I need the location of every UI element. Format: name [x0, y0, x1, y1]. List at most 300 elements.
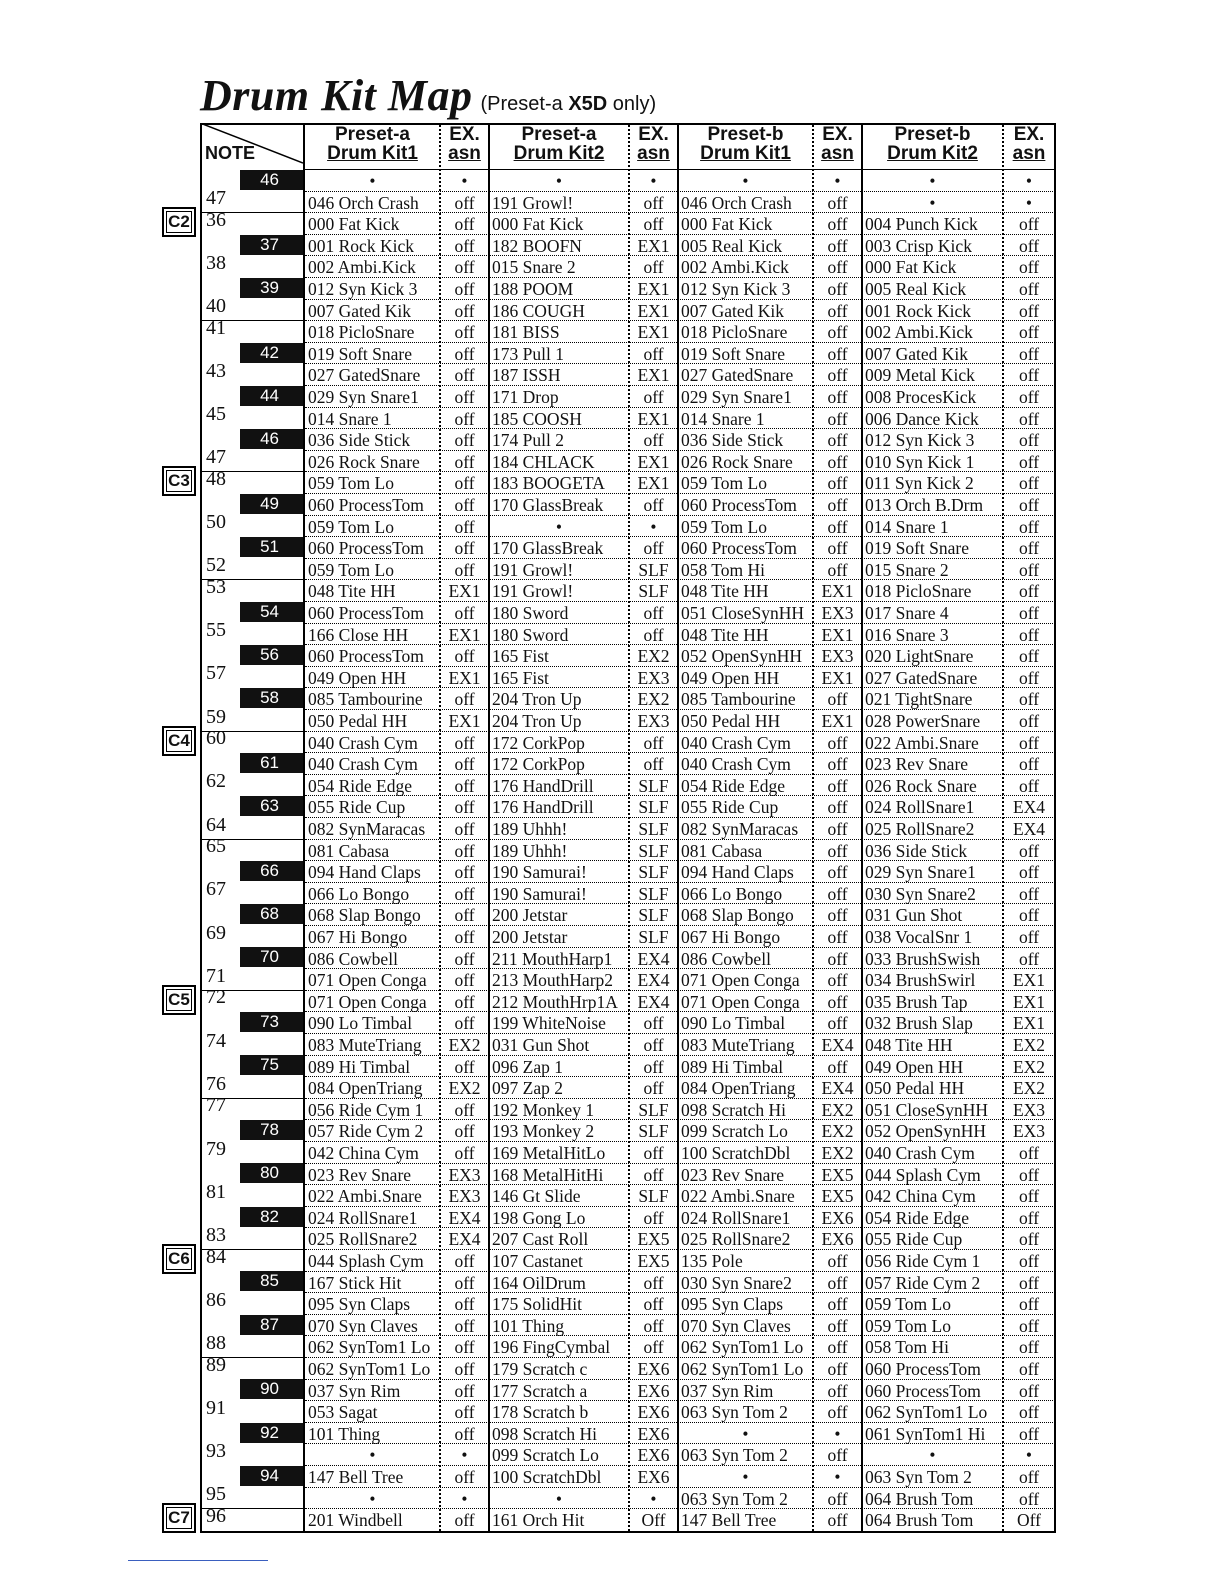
- ex-asn-cell: EX3: [821, 646, 854, 667]
- drum-sound-cell: 063 Syn Tom 2: [681, 1445, 788, 1466]
- ex-asn-cell: off: [643, 387, 664, 407]
- ex-asn-cell: SLF: [638, 905, 669, 926]
- note-number: 96: [206, 1504, 226, 1527]
- ex-asn-cell: off: [454, 1467, 475, 1487]
- ex-asn-cell: EX6: [637, 1467, 670, 1487]
- drum-sound-cell: 037 Syn Rim: [308, 1380, 401, 1401]
- drum-sound-cell: 014 Snare 1: [308, 408, 392, 429]
- ex-asn-cell: off: [454, 1143, 475, 1163]
- drum-sound-cell: 016 Snare 3: [865, 624, 949, 645]
- ex-asn-cell: off: [827, 905, 848, 926]
- column-header-2: [440, 125, 489, 169]
- white-key: [200, 829, 303, 861]
- white-key: [200, 1390, 303, 1422]
- drum-sound-cell: 060 ProcessTom: [308, 495, 424, 515]
- drum-sound-cell: 058 Tom Hi: [681, 559, 766, 580]
- column-header-line2: Drum Kit1: [327, 143, 418, 164]
- drum-sound-cell: 025 RollSnare2: [865, 819, 975, 839]
- drum-sound-cell: 036 Side Stick: [681, 430, 784, 451]
- ex-asn-cell: EX5: [821, 1186, 854, 1207]
- ex-asn-cell: off: [827, 516, 848, 537]
- ex-asn-cell: off: [454, 970, 475, 991]
- black-key: 46: [240, 429, 303, 449]
- ex-asn-cell: off: [1018, 451, 1040, 472]
- white-key: [200, 980, 303, 1012]
- column-header-line1: EX.: [1013, 124, 1045, 145]
- ex-asn-cell: off: [454, 775, 475, 796]
- ex-asn-cell: EX1: [821, 711, 854, 731]
- ex-asn-cell: off: [454, 235, 475, 256]
- drum-sound-cell: 180 Sword: [492, 624, 569, 645]
- ex-asn-cell: off: [827, 538, 848, 559]
- footer-rule: [128, 1560, 268, 1561]
- ex-asn-cell: off: [827, 754, 848, 775]
- black-key: 87: [240, 1315, 303, 1335]
- drum-sound-cell: 081 Cabasa: [308, 840, 390, 861]
- drum-sound-cell: 007 Gated Kik: [681, 300, 785, 321]
- ex-asn-cell: off: [1018, 1402, 1040, 1423]
- drum-sound-cell: 170 GlassBreak: [492, 495, 604, 515]
- drum-sound-cell: 082 SynMaracas: [308, 819, 426, 839]
- ex-asn-cell: off: [1018, 408, 1040, 429]
- drum-sound-cell: 090 Lo Timbal: [308, 1013, 413, 1034]
- drum-sound-cell: 098 Scratch Hi: [492, 1423, 597, 1444]
- note-number: 48: [206, 467, 226, 490]
- drum-sound-cell: 098 Scratch Hi: [681, 1099, 786, 1120]
- drum-sound-cell: 170 GlassBreak: [492, 538, 604, 559]
- ex-asn-cell: EX4: [1012, 797, 1046, 818]
- ex-asn-cell: SLF: [638, 1121, 669, 1142]
- ex-asn-cell: EX6: [821, 1229, 854, 1250]
- drum-sound-cell: 054 Ride Edge: [865, 1207, 970, 1228]
- white-key: [200, 1239, 303, 1271]
- black-key: 49: [240, 494, 303, 514]
- drum-sound-cell: 025 RollSnare2: [308, 1229, 418, 1250]
- ex-asn-cell: off: [1018, 1143, 1040, 1163]
- drum-sound-cell: 038 VocalSnr 1: [865, 927, 973, 947]
- note-number: 88: [206, 1331, 226, 1354]
- ex-asn-cell: EX1: [637, 365, 670, 386]
- ex-asn-cell: off: [827, 1402, 848, 1423]
- drum-sound-cell: 050 Pedal HH: [865, 1078, 965, 1099]
- ex-asn-cell: off: [827, 473, 848, 494]
- drum-sound-cell: 007 Gated Kik: [308, 300, 412, 321]
- ex-asn-cell: off: [454, 1510, 475, 1531]
- drum-sound-cell: 061 SynTom1 Hi: [865, 1423, 986, 1444]
- ex-asn-cell: EX2: [448, 1078, 481, 1099]
- drum-sound-cell: 100 ScratchDbl: [681, 1143, 791, 1163]
- ex-asn-cell: off: [454, 646, 475, 667]
- ex-asn-cell: off: [454, 408, 475, 429]
- white-key: [200, 569, 303, 601]
- ex-asn-cell: EX5: [637, 1251, 670, 1271]
- drum-sound-cell: 009 Metal Kick: [865, 365, 975, 386]
- black-key: 46: [240, 170, 303, 190]
- note-number: 64: [206, 813, 226, 836]
- drum-sound-cell: 212 MouthHrp1A: [492, 991, 618, 1012]
- drum-sound-cell: 057 Ride Cym 2: [865, 1272, 981, 1293]
- drum-sound-cell: 029 Syn Snare1: [681, 387, 792, 407]
- ex-asn-cell: off: [454, 862, 475, 883]
- drum-sound-cell: 003 Crisp Kick: [865, 235, 972, 256]
- ex-asn-cell: EX2: [821, 1121, 854, 1142]
- ex-asn-cell: off: [454, 1402, 475, 1423]
- drum-sound-cell: 026 Rock Snare: [681, 451, 793, 472]
- ex-asn-cell: off: [454, 1272, 475, 1293]
- ex-asn-cell: off: [827, 1272, 848, 1293]
- ex-asn-cell: EX1: [448, 667, 481, 688]
- drum-sound-cell: 040 Crash Cym: [865, 1143, 975, 1163]
- drum-sound-cell: 071 Open Conga: [681, 991, 800, 1012]
- drum-sound-cell: 071 Open Conga: [681, 970, 800, 991]
- ex-asn-cell: off: [1018, 322, 1040, 343]
- ex-asn-cell: Off: [1017, 1510, 1041, 1531]
- ex-asn-cell: off: [827, 495, 848, 515]
- drum-sound-cell: 021 TightSnare: [865, 689, 973, 710]
- drum-sound-cell: 030 Syn Snare2: [865, 883, 976, 904]
- ex-asn-cell: •: [461, 171, 468, 191]
- white-key: [200, 613, 303, 645]
- ex-asn-cell: off: [454, 1315, 475, 1336]
- drum-sound-cell: 051 CloseSynHH: [865, 1099, 988, 1120]
- drum-sound-cell: 044 Splash Cym: [308, 1251, 424, 1271]
- drum-sound-cell: 060 ProcessTom: [308, 538, 424, 559]
- drum-sound-cell: 063 Syn Tom 2: [681, 1402, 788, 1423]
- ex-asn-cell: off: [1018, 214, 1040, 235]
- ex-asn-cell: off: [827, 451, 848, 472]
- ex-asn-cell: off: [643, 1035, 664, 1055]
- black-key: 63: [240, 796, 303, 816]
- ex-asn-cell: off: [1018, 1229, 1040, 1250]
- ex-asn-cell: off: [643, 1315, 664, 1336]
- ex-asn-cell: EX4: [821, 1035, 854, 1055]
- drum-sound-cell: 049 Open HH: [865, 1056, 964, 1077]
- ex-asn-cell: EX2: [448, 1035, 481, 1055]
- ex-asn-cell: EX1: [637, 300, 670, 321]
- ex-asn-cell: EX2: [1012, 1078, 1046, 1099]
- drum-sound-cell: 187 ISSH: [492, 365, 561, 386]
- ex-asn-cell: off: [454, 732, 475, 753]
- drum-sound-cell: 018 PicloSnare: [865, 581, 972, 602]
- ex-asn-cell: EX3: [448, 1164, 481, 1185]
- ex-asn-cell: off: [827, 214, 848, 235]
- column-header-line1: EX.: [822, 124, 853, 145]
- drum-sound-cell: 068 Slap Bongo: [681, 905, 794, 926]
- key-divider: [200, 839, 303, 840]
- drum-sound-cell: 192 Monkey 1: [492, 1099, 595, 1120]
- white-key: [200, 721, 303, 753]
- drum-sound-cell: 002 Ambi.Kick: [681, 257, 789, 278]
- drum-sound-cell: 050 Pedal HH: [308, 711, 408, 731]
- column-header-line1: EX.: [449, 124, 480, 145]
- black-key: 80: [240, 1163, 303, 1183]
- drum-sound-cell: 001 Rock Kick: [308, 235, 414, 256]
- ex-asn-cell: •: [1025, 192, 1033, 213]
- drum-sound-cell: 011 Syn Kick 2: [865, 473, 974, 494]
- ex-asn-cell: EX3: [448, 1186, 481, 1207]
- note-number: 95: [206, 1483, 226, 1506]
- black-key: 58: [240, 688, 303, 708]
- drum-sound-cell: 055 Ride Cup: [681, 797, 779, 818]
- drum-sound-cell: 049 Open HH: [308, 667, 407, 688]
- ex-asn-cell: SLF: [638, 797, 669, 818]
- white-key: [200, 915, 303, 947]
- drum-sound-cell: 071 Open Conga: [308, 991, 427, 1012]
- column-header-line2: Drum Kit2: [513, 143, 605, 164]
- drum-sound-cell: •: [369, 1488, 376, 1509]
- drum-sound-cell: 178 Scratch b: [492, 1402, 589, 1423]
- ex-asn-cell: off: [1018, 365, 1040, 386]
- key-divider: [200, 731, 303, 732]
- note-number: 77: [206, 1094, 226, 1117]
- ex-asn-cell: off: [1018, 732, 1040, 753]
- drum-sound-cell: 013 Orch B.Drm: [865, 495, 984, 515]
- ex-asn-cell: off: [643, 538, 664, 559]
- ex-asn-cell: off: [643, 1013, 664, 1034]
- key-divider: [200, 1098, 303, 1099]
- ex-asn-cell: •: [650, 171, 657, 191]
- ex-asn-cell: off: [1018, 1186, 1040, 1207]
- ex-asn-cell: off: [1018, 581, 1040, 602]
- ex-asn-cell: off: [827, 279, 848, 299]
- ex-asn-cell: off: [827, 257, 848, 278]
- white-key: [200, 1131, 303, 1163]
- ex-asn-cell: off: [454, 1294, 475, 1315]
- black-key: 37: [240, 235, 303, 255]
- drum-sound-cell: 012 Syn Kick 3: [308, 279, 418, 299]
- drum-sound-cell: 015 Snare 2: [865, 559, 949, 580]
- ex-asn-cell: off: [454, 905, 475, 926]
- ex-asn-cell: EX5: [821, 1164, 854, 1185]
- drum-sound-cell: 066 Lo Bongo: [681, 883, 783, 904]
- drum-sound-cell: 057 Ride Cym 2: [308, 1121, 424, 1142]
- ex-asn-cell: EX2: [821, 1099, 854, 1120]
- ex-asn-cell: off: [1018, 516, 1040, 537]
- drum-sound-cell: 048 Tite HH: [681, 581, 769, 602]
- black-key: 75: [240, 1055, 303, 1075]
- drum-sound-cell: 062 SynTom1 Lo: [308, 1359, 431, 1379]
- drum-sound-cell: 177 Scratch a: [492, 1380, 588, 1401]
- ex-asn-cell: off: [454, 991, 475, 1012]
- ex-asn-cell: EX1: [637, 473, 670, 494]
- drum-sound-cell: 096 Zap 1: [492, 1056, 563, 1077]
- octave-label: C5: [162, 985, 196, 1015]
- note-number: 84: [206, 1245, 226, 1268]
- ex-asn-cell: off: [643, 1294, 664, 1315]
- note-number: 43: [206, 359, 226, 382]
- ex-asn-cell: off: [643, 1207, 664, 1228]
- drum-sound-cell: 032 Brush Slap: [865, 1013, 973, 1034]
- ex-asn-cell: off: [1018, 754, 1040, 775]
- ex-asn-cell: EX2: [1012, 1035, 1046, 1055]
- drum-sound-cell: 042 China Cym: [865, 1186, 976, 1207]
- drum-sound-cell: 060 ProcessTom: [308, 646, 424, 667]
- column-header-line1: Preset-b: [894, 124, 971, 145]
- drum-sound-cell: 204 Tron Up: [492, 711, 582, 731]
- ex-asn-cell: off: [454, 473, 475, 494]
- column-header-5: [678, 125, 813, 169]
- note-number: 76: [206, 1072, 226, 1095]
- drum-sound-cell: 174 Pull 2: [492, 430, 564, 451]
- drum-sound-cell: 172 CorkPop: [492, 754, 585, 775]
- black-key: 44: [240, 386, 303, 406]
- drum-sound-cell: 067 Hi Bongo: [308, 927, 408, 947]
- drum-sound-cell: •: [555, 516, 563, 537]
- drum-sound-cell: 059 Tom Lo: [308, 473, 394, 494]
- ex-asn-cell: EX1: [1012, 991, 1046, 1012]
- ex-asn-cell: off: [827, 840, 848, 861]
- ex-asn-cell: off: [454, 819, 475, 839]
- ex-asn-cell: EX1: [637, 322, 670, 343]
- drum-sound-cell: 199 WhiteNoise: [492, 1013, 606, 1034]
- ex-asn-cell: EX1: [637, 451, 670, 472]
- ex-asn-cell: SLF: [638, 1186, 669, 1207]
- ex-asn-cell: EX4: [448, 1229, 481, 1250]
- ex-asn-cell: off: [827, 883, 848, 904]
- note-number: 60: [206, 727, 226, 750]
- drum-sound-cell: 037 Syn Rim: [681, 1380, 774, 1401]
- white-key: [200, 202, 303, 234]
- drum-sound-cell: 027 GatedSnare: [308, 365, 421, 386]
- ex-asn-cell: off: [643, 1056, 664, 1077]
- ex-asn-cell: off: [454, 754, 475, 775]
- drum-sound-cell: 027 GatedSnare: [865, 667, 978, 688]
- drum-sound-cell: 107 Castanet: [492, 1251, 583, 1271]
- drum-sound-cell: 000 Fat Kick: [681, 214, 773, 235]
- ex-asn-cell: EX1: [448, 711, 481, 731]
- ex-asn-cell: off: [454, 365, 475, 386]
- drum-sound-cell: 167 Stick Hit: [308, 1272, 402, 1293]
- drum-sound-cell: 000 Fat Kick: [492, 214, 584, 235]
- column-header-line1: Preset-b: [707, 124, 784, 145]
- ex-asn-cell: off: [643, 495, 664, 515]
- note-number: 52: [206, 554, 226, 577]
- ex-asn-cell: off: [827, 408, 848, 429]
- drum-sound-cell: 006 Dance Kick: [865, 408, 979, 429]
- drum-sound-cell: •: [929, 192, 936, 213]
- ex-asn-cell: off: [827, 819, 848, 839]
- ex-asn-cell: off: [827, 322, 848, 343]
- column-header-7: [862, 125, 1003, 169]
- column-header-line1: Preset-a: [335, 124, 410, 145]
- ex-asn-cell: EX1: [821, 667, 854, 688]
- note-number: 65: [206, 835, 226, 858]
- note-number: 71: [206, 964, 226, 987]
- note-number: 67: [206, 878, 226, 901]
- ex-asn-cell: off: [827, 1445, 848, 1466]
- ex-asn-cell: off: [454, 559, 475, 580]
- white-key: [200, 397, 303, 429]
- column-header-1: [305, 125, 440, 169]
- ex-asn-cell: EX1: [637, 408, 670, 429]
- white-key: [200, 1174, 303, 1206]
- drum-sound-cell: 056 Ride Cym 1: [865, 1251, 981, 1271]
- drum-sound-cell: 094 Hand Claps: [681, 862, 794, 883]
- drum-sound-cell: 191 Growl!: [492, 559, 574, 580]
- drum-sound-cell: 051 CloseSynHH: [681, 603, 804, 623]
- ex-asn-cell: off: [454, 840, 475, 861]
- white-key: [200, 872, 303, 904]
- drum-sound-cell: 014 Snare 1: [865, 516, 949, 537]
- drum-sound-cell: 173 Pull 1: [492, 343, 564, 364]
- drum-sound-cell: 059 Tom Lo: [681, 516, 767, 537]
- drum-sound-cell: 099 Scratch Lo: [681, 1121, 788, 1142]
- note-number: 86: [206, 1288, 226, 1311]
- ex-asn-cell: off: [1018, 862, 1040, 883]
- white-key: [200, 353, 303, 385]
- drum-sound-cell: 200 Jetstar: [492, 927, 568, 947]
- ex-asn-cell: off: [643, 754, 664, 775]
- drum-sound-cell: 207 Cast Roll: [492, 1229, 589, 1250]
- ex-asn-cell: off: [454, 192, 475, 213]
- column-header-8: [1003, 125, 1055, 169]
- ex-asn-cell: off: [643, 257, 664, 278]
- drum-sound-cell: 024 RollSnare1: [308, 1207, 418, 1228]
- drum-sound-cell: 023 Rev Snare: [308, 1164, 412, 1185]
- white-key: [200, 1498, 303, 1530]
- drum-sound-cell: 048 Tite HH: [308, 581, 396, 602]
- ex-asn-cell: EX2: [821, 1143, 854, 1163]
- drum-sound-cell: 083 MuteTriang: [681, 1035, 795, 1055]
- drum-sound-cell: 147 Bell Tree: [681, 1510, 777, 1531]
- drum-sound-cell: 063 Syn Tom 2: [865, 1467, 972, 1487]
- note-number: 79: [206, 1137, 226, 1160]
- drum-sound-cell: 147 Bell Tree: [308, 1467, 404, 1487]
- ex-asn-cell: EX6: [637, 1423, 670, 1444]
- drum-sound-cell: 181 BISS: [492, 322, 560, 343]
- ex-asn-cell: off: [454, 689, 475, 710]
- ex-asn-cell: EX1: [1012, 970, 1046, 991]
- ex-asn-cell: EX1: [448, 581, 481, 602]
- drum-sound-cell: 059 Tom Lo: [681, 473, 767, 494]
- drum-sound-cell: 085 Tambourine: [681, 689, 796, 710]
- ex-asn-cell: off: [827, 1294, 848, 1315]
- ex-asn-cell: off: [454, 1099, 475, 1120]
- ex-asn-cell: off: [827, 1013, 848, 1034]
- drum-sound-cell: 054 Ride Edge: [681, 775, 786, 796]
- drum-sound-cell: 048 Tite HH: [681, 624, 769, 645]
- ex-asn-cell: off: [1018, 646, 1040, 667]
- ex-asn-cell: EX3: [821, 603, 854, 623]
- ex-asn-cell: off: [643, 603, 664, 623]
- ex-asn-cell: off: [454, 495, 475, 515]
- drum-sound-cell: 022 Ambi.Snare: [865, 732, 979, 753]
- ex-asn-cell: EX1: [637, 279, 670, 299]
- octave-label: C4: [162, 726, 196, 756]
- drum-sound-cell: 083 MuteTriang: [308, 1035, 422, 1055]
- drum-sound-cell: 060 ProcessTom: [681, 538, 797, 559]
- ex-asn-cell: SLF: [638, 840, 669, 861]
- ex-asn-cell: off: [827, 970, 848, 991]
- drum-sound-cell: 204 Tron Up: [492, 689, 582, 710]
- ex-asn-cell: off: [1018, 559, 1040, 580]
- drum-sound-cell: 191 Growl!: [492, 581, 574, 602]
- ex-asn-cell: SLF: [638, 775, 669, 796]
- ex-asn-cell: off: [1018, 257, 1040, 278]
- ex-asn-cell: off: [1018, 1294, 1040, 1315]
- ex-asn-cell: •: [650, 1488, 657, 1509]
- ex-asn-cell: •: [834, 1423, 841, 1444]
- drum-sound-cell: 066 Lo Bongo: [308, 883, 410, 904]
- drum-sound-cell: 089 Hi Timbal: [308, 1056, 411, 1077]
- drum-sound-cell: 007 Gated Kik: [865, 343, 969, 364]
- ex-asn-cell: •: [834, 1467, 841, 1487]
- ex-asn-cell: EX4: [637, 991, 670, 1012]
- column-header-line2: asn: [637, 143, 670, 164]
- ex-asn-cell: off: [1018, 279, 1040, 299]
- drum-sound-cell: 020 LightSnare: [865, 646, 974, 667]
- drum-sound-cell: 023 Rev Snare: [865, 754, 969, 775]
